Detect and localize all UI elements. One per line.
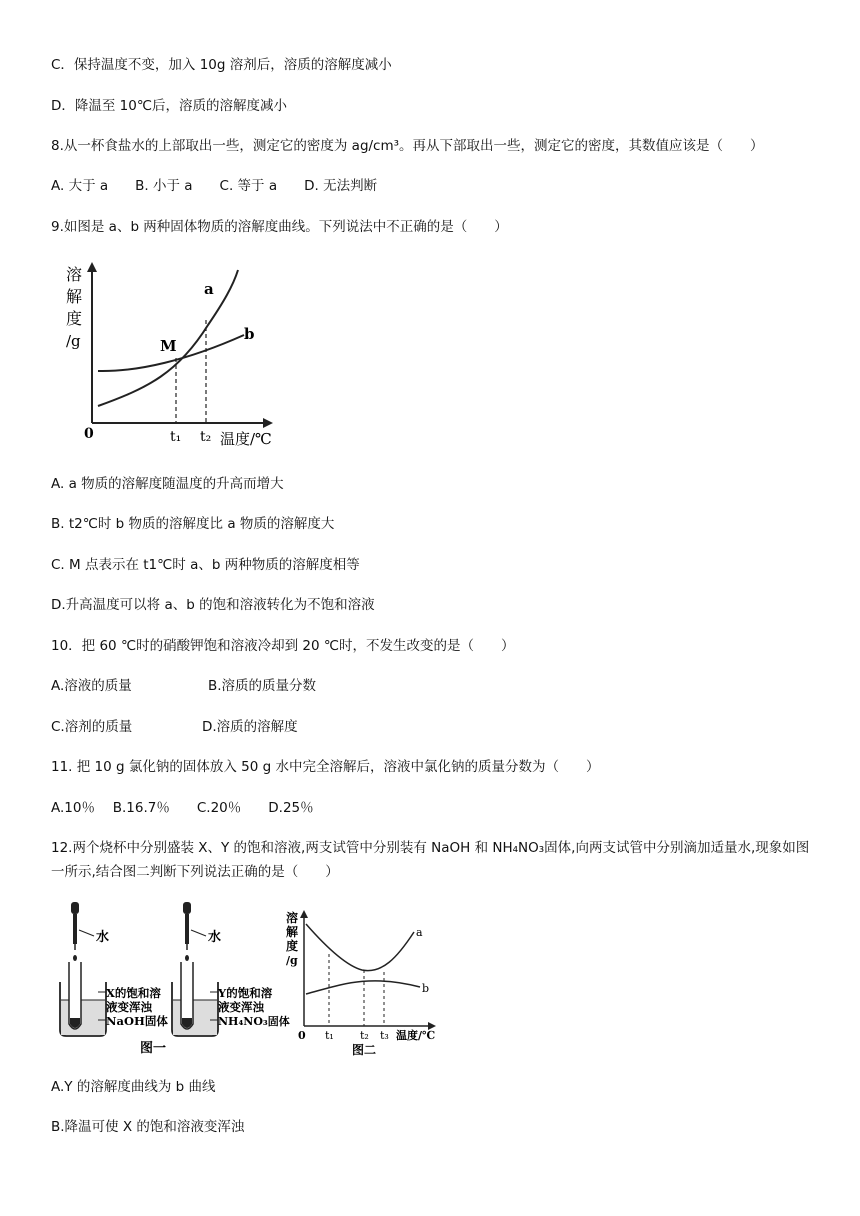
q12-figure-2 xyxy=(282,908,452,1058)
fig2-ylabel-1: 溶 xyxy=(286,911,299,925)
q9-point-m: M xyxy=(160,337,177,355)
q9-x-arrow xyxy=(263,418,273,428)
dropper-tube-1 xyxy=(73,914,77,944)
q12-figure-2-svg xyxy=(282,908,452,1058)
fig1-caption: 图一 xyxy=(140,1041,167,1056)
fig2-ylabel-3: 度 xyxy=(286,939,299,953)
fig2-label-a: a xyxy=(416,926,423,939)
q9-label-a: a xyxy=(204,280,214,298)
q11-options: A.10％ B.16.7％ C.20％ D.25％ xyxy=(51,800,314,816)
label-2a: Y的饱和溶 xyxy=(218,986,273,1000)
q12-figure-1 xyxy=(58,900,298,1060)
fig2-curve-a xyxy=(306,924,414,971)
fig2-xlabel: 温度/℃ xyxy=(396,1029,436,1042)
q9-label-b: b xyxy=(244,325,255,343)
q9-ylabel-3: 度 xyxy=(66,309,83,328)
q9-tick-t2: t₂ xyxy=(200,429,212,445)
q9-ylabel-1: 溶 xyxy=(66,265,83,284)
q10-option-c: C.溶剂的质量 xyxy=(51,719,133,735)
fig2-y-arrow xyxy=(300,910,308,918)
dropper-tube-2 xyxy=(185,914,189,944)
beaker-solution-2 xyxy=(173,1000,217,1035)
q9-solubility-figure xyxy=(58,258,288,448)
q12-stem: 12.两个烧杯中分别盛装 X、Y 的饱和溶液,两支试管中分别装有 NaOH 和 NH₄NO₃固体,向两支试管中分别滴加适量水,现象如图一所示,结合图二判断下列说法正确的是（ ） xyxy=(51,840,810,880)
q9-option-b: B. t2℃时 b 物质的溶解度比 a 物质的溶解度大 xyxy=(51,516,335,532)
dropper-bulb-1 xyxy=(71,902,79,914)
fig2-label-b: b xyxy=(422,982,430,995)
water-label-1: 水 xyxy=(96,930,110,945)
q7-option-d: D．降温至 10℃后，溶质的溶解度减小 xyxy=(51,98,288,114)
fig2-curve-b xyxy=(306,981,420,994)
q9-option-c: C. M 点表示在 t1℃时 a、b 两种物质的溶解度相等 xyxy=(51,557,360,573)
fig2-tick-t2: t₂ xyxy=(360,1029,369,1042)
q9-option-d: D.升高温度可以将 a、b 的饱和溶液转化为不饱和溶液 xyxy=(51,597,375,613)
label-2c: NH₄NO₃固体 xyxy=(218,1015,290,1028)
q9-ylabel-4: /g xyxy=(66,332,81,350)
water-drop-2 xyxy=(185,955,189,961)
q9-solubility-svg xyxy=(58,258,288,448)
q8-stem: 8.从一杯食盐水的上部取出一些，测定它的密度为 ag/cm³。再从下部取出一些，测定它的密度，其数值应该是（ ） xyxy=(51,138,764,154)
q9-y-arrow xyxy=(87,262,97,272)
q8-options: A. 大于 a B. 小于 a C. 等于 a D. 无法判断 xyxy=(51,178,378,194)
fig2-ylabel-2: 解 xyxy=(286,925,299,939)
q7-option-c: C．保持温度不变，加入 10g 溶剂后，溶质的溶解度减小 xyxy=(51,57,392,73)
leader-water-1 xyxy=(79,930,94,936)
q12-setup-y xyxy=(172,902,290,1036)
leader-water-2 xyxy=(191,930,206,936)
q9-origin: 0 xyxy=(84,426,94,442)
q12-figure-1-svg xyxy=(58,900,298,1060)
fig2-tick-t1: t₁ xyxy=(325,1029,334,1042)
water-drop-1 xyxy=(73,955,77,961)
q11-stem: 11. 把 10 g 氯化钠的固体放入 50 g 水中完全溶解后，溶液中氯化钠的质量分数为（ ） xyxy=(51,759,600,775)
fig2-tick-t3: t₃ xyxy=(380,1029,389,1042)
fig2-ylabel-4: /g xyxy=(286,954,298,967)
q9-xlabel: 温度/℃ xyxy=(220,430,272,448)
q9-option-a: A. a 物质的溶解度随温度的升高而增大 xyxy=(51,476,284,492)
q9-ylabel-2: 解 xyxy=(66,287,83,306)
water-label-2: 水 xyxy=(208,930,222,945)
label-2b: 液变浑浊 xyxy=(218,1000,264,1014)
q12-option-b: B.降温可使 X 的饱和溶液变浑浊 xyxy=(51,1119,245,1135)
dropper-bulb-2 xyxy=(183,902,191,914)
label-1b: 液变浑浊 xyxy=(106,1000,152,1014)
q12-setup-x xyxy=(60,902,168,1036)
beaker-solution-1 xyxy=(61,1000,105,1035)
q12-option-a: A.Y 的溶解度曲线为 b 曲线 xyxy=(51,1079,216,1095)
q9-stem: 9.如图是 a、b 两种固体物质的溶解度曲线。下列说法中不正确的是（ ） xyxy=(51,219,508,235)
q10-option-a: A.溶液的质量 xyxy=(51,678,132,694)
q9-tick-t1: t₁ xyxy=(170,429,182,445)
label-1a: X的饱和溶 xyxy=(106,986,161,1000)
q10-option-b: B.溶质的质量分数 xyxy=(208,678,317,694)
label-1c: NaOH固体 xyxy=(106,1014,168,1028)
fig2-caption: 图二 xyxy=(352,1043,377,1057)
fig2-origin: 0 xyxy=(298,1029,306,1042)
q10-option-d: D.溶质的溶解度 xyxy=(202,719,298,735)
q10-stem: 10．把 60 ℃时的硝酸钾饱和溶液冷却到 20 ℃时，不发生改变的是（ ） xyxy=(51,638,515,654)
